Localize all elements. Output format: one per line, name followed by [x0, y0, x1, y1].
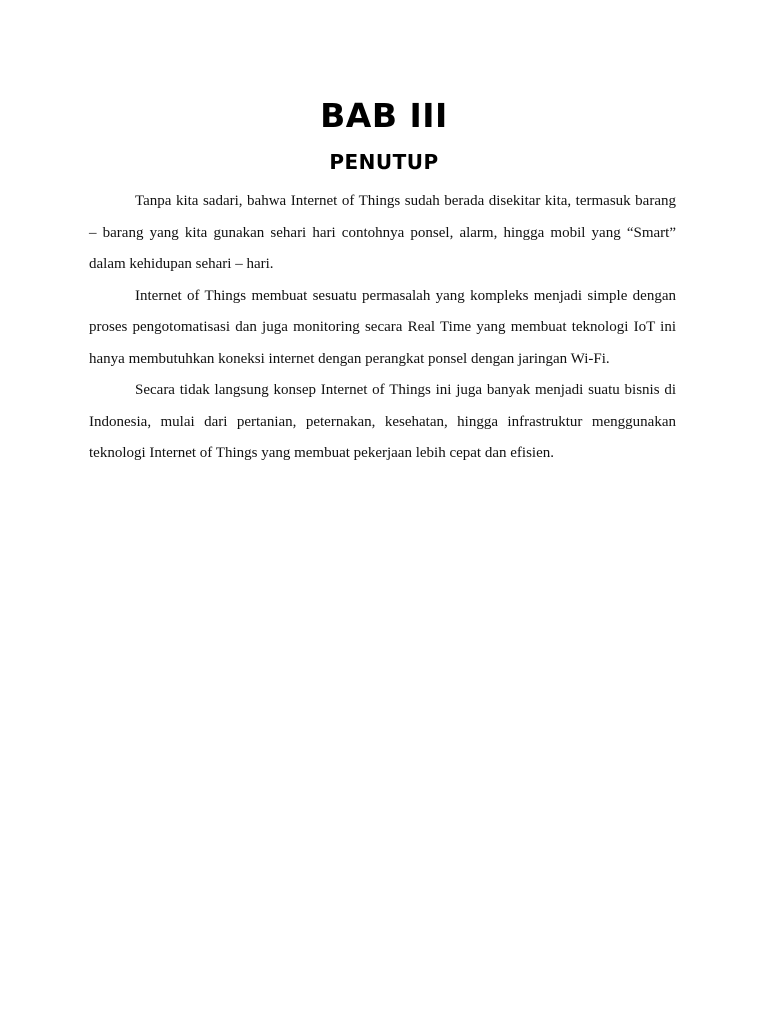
paragraph: Secara tidak langsung konsep Internet of Things ini juga banyak menjadi suatu bisnis di Indonesia, mulai dari pertanian, peternakan, kesehatan, hingga infrastruktur menggunakan teknologi Internet of Things yang membuat pekerjaan lebih cepat dan efisien. — [89, 382, 676, 461]
paragraph: Tanpa kita sadari, bahwa Internet of Things sudah berada disekitar kita, termasuk barang – barang yang kita gunakan sehari hari contohnya ponsel, alarm, hingga mobil yang “Smart” dalam kehidupan sehari – hari. — [89, 193, 676, 272]
body-text — [89, 186, 676, 470]
chapter-heading: BAB III — [320, 96, 448, 135]
chapter-title: PENUTUP — [329, 150, 439, 174]
paragraph: Internet of Things membuat sesuatu permasalah yang kompleks menjadi simple dengan proses pengotomatisasi dan juga monitoring secara Real Time yang membuat teknologi IoT ini hanya membutuhkan koneksi internet dengan perangkat ponsel dengan jaringan Wi-Fi. — [89, 287, 676, 367]
